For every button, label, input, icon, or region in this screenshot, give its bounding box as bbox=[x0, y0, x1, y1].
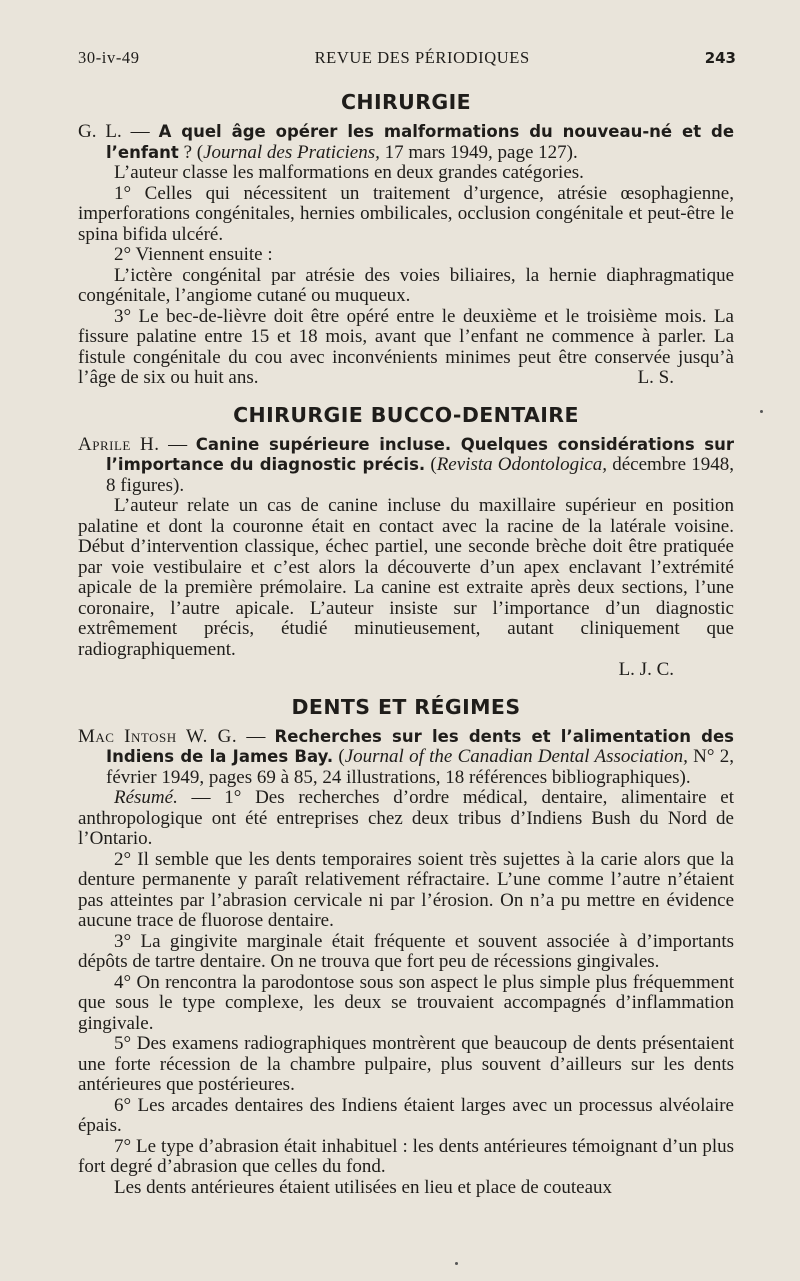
entry-source-pre: ( bbox=[333, 746, 345, 767]
entry-author: Aprile H. bbox=[78, 433, 160, 455]
paragraph: 2° Viennent ensuite : bbox=[114, 244, 273, 265]
paper-speck bbox=[760, 410, 763, 413]
entry-title: Canine supérieure incluse. Quelques considérations sur l’importance du diagnostic précis. bbox=[106, 434, 734, 474]
paragraph: 7° Le type d’abrasion était inhabituel : les dents antérieures témoignant d’un plus fort degré d’abrasion que celles du fond. bbox=[78, 1135, 734, 1177]
paragraph-text: 3° Le bec-de-lièvre doit être opéré entre le deuxième et le troisième mois. La fissure palatine entre 15 et 18 mois, avant que l’enfant ne commence à parler. La fistule congénitale du cou avec inconvénients minimes peut être conservée jusqu’à l’âge de six ou huit ans. bbox=[78, 305, 734, 388]
section-heading-chirurgie: CHIRURGIE bbox=[340, 90, 472, 114]
reviewer-signature: L. S. bbox=[637, 367, 674, 388]
entry-author: Mac Intosh W. G. bbox=[78, 725, 238, 747]
entry-citation bbox=[78, 122, 734, 163]
entry-citation bbox=[78, 435, 734, 497]
entry-title: Recherches sur les dents et l’alimentation des Indiens de la James Bay. bbox=[106, 726, 734, 766]
paragraph: L’auteur classe les malformations en deux grandes catégories. bbox=[114, 162, 584, 183]
running-header bbox=[78, 48, 736, 68]
resume-label: Résumé. bbox=[114, 787, 178, 808]
paragraph: 6° Les arcades dentaires des Indiens étaient larges avec un processus alvéolaire épais. bbox=[78, 1094, 734, 1136]
paragraph: L’ictère congénital par atrésie des voies biliaires, la hernie diaphragmatique congénitale, l’angiome cutané ou muqueux. bbox=[78, 264, 734, 306]
entry-citation bbox=[78, 727, 734, 789]
paragraph-resume bbox=[78, 788, 734, 850]
page-number: 243 bbox=[704, 49, 736, 67]
paragraph: 5° Des examens radiographiques montrèrent que beaucoup de dents présentaient une forte récession de la chambre pulpaire, plus souvent d’ailleurs sur les dents antérieures que postérieures. bbox=[78, 1033, 734, 1095]
entry-journal: Revista Odontologica, bbox=[436, 454, 608, 475]
paragraph: 3° La gingivite marginale était fréquente et souvent associée à d’importants dépôts de tartre dentaire. On ne trouva que fort peu de récessions gingivales. bbox=[78, 930, 734, 972]
header-date: 30-iv-49 bbox=[78, 48, 140, 67]
page-body bbox=[78, 88, 734, 1198]
entry-journal: Journal of the Canadian Dental Association, bbox=[344, 746, 688, 767]
reviewer-signature: L. J. C. bbox=[618, 659, 674, 680]
entry-source-post: décembre 1948, 8 figures). bbox=[106, 454, 734, 496]
section-heading-dents-et-regimes: DENTS ET RÉGIMES bbox=[291, 694, 521, 719]
section-heading-chirurgie-bucco-dentaire: CHIRURGIE BUCCO-DENTAIRE bbox=[233, 402, 579, 427]
paper-speck bbox=[455, 1262, 458, 1265]
paragraph: 1° Celles qui nécessitent un traitement d’urgence, atrésie œsophagienne, imperforations congénitales, hernies ombilicales, occlusion congénitale et peut-être le spina bifida ulcéré. bbox=[78, 182, 734, 245]
entry-journal: Journal des Praticiens, bbox=[203, 141, 380, 163]
paragraph-with-signature bbox=[78, 307, 734, 389]
paragraph: L’auteur relate un cas de canine incluse du maxillaire supérieur en position palatine et dont la couronne était en contact avec la racine de la latérale voisine. Début d’intervention classique, échec partiel, une seconde brèche doit être pratiquée par voie vestibulaire et c’est alors la découverte d’un apex enclavant l’extrémité apicale de la première prémolaire. La canine est extraite après deux sections, l’une coronaire, l’autre apicale. L’auteur insiste sur l’importance d’un diagnostic extrêmement précis, étudié minutieusement, autant cliniquement que radiographiquement. bbox=[78, 495, 734, 660]
entry-source-post: N° 2, février 1949, pages 69 à 85, 24 illustrations, 18 références bibliographiques). bbox=[106, 746, 734, 788]
header-journal-title: REVUE DES PÉRIODIQUES bbox=[314, 48, 530, 67]
entry-source-pre: ( bbox=[425, 454, 437, 475]
paragraph: 2° Il semble que les dents temporaires soient très sujettes à la carie alors que la denture permanente y paraît relativement réfractaire. L’une comme l’autre n’étaient pas atteintes par l’abrasion cervicale ni par l’érosion. On n’a pu mettre en évidence aucune trace de fluorose dentaire. bbox=[78, 848, 734, 931]
paragraph: 4° On rencontra la parodontose sous son aspect le plus simple plus fréquemment que sous le type complexe, les deux se trouvaient accompagnés d’inflammation gingivale. bbox=[78, 971, 734, 1034]
entry-dash: — bbox=[237, 725, 275, 747]
entry-dash: — bbox=[159, 433, 196, 455]
entry-source-post: 17 mars 1949, page 127). bbox=[379, 141, 578, 163]
entry-dash: — bbox=[121, 121, 159, 142]
paragraph: Les dents antérieures étaient utilisées en lieu et place de couteaux bbox=[114, 1176, 613, 1198]
entry-title: A quel âge opérer les malformations du nouveau-né et de l’enfant bbox=[106, 122, 735, 162]
entry-author: G. L. bbox=[78, 121, 122, 142]
paragraph-text: — 1° Des recherches d’ordre médical, dentaire, alimentaire et anthropologique ont été entreprises chez deux tribus d’Indiens Bush du Nord de l’Ontario. bbox=[78, 787, 734, 849]
entry-source-pre: ? ( bbox=[178, 141, 204, 163]
